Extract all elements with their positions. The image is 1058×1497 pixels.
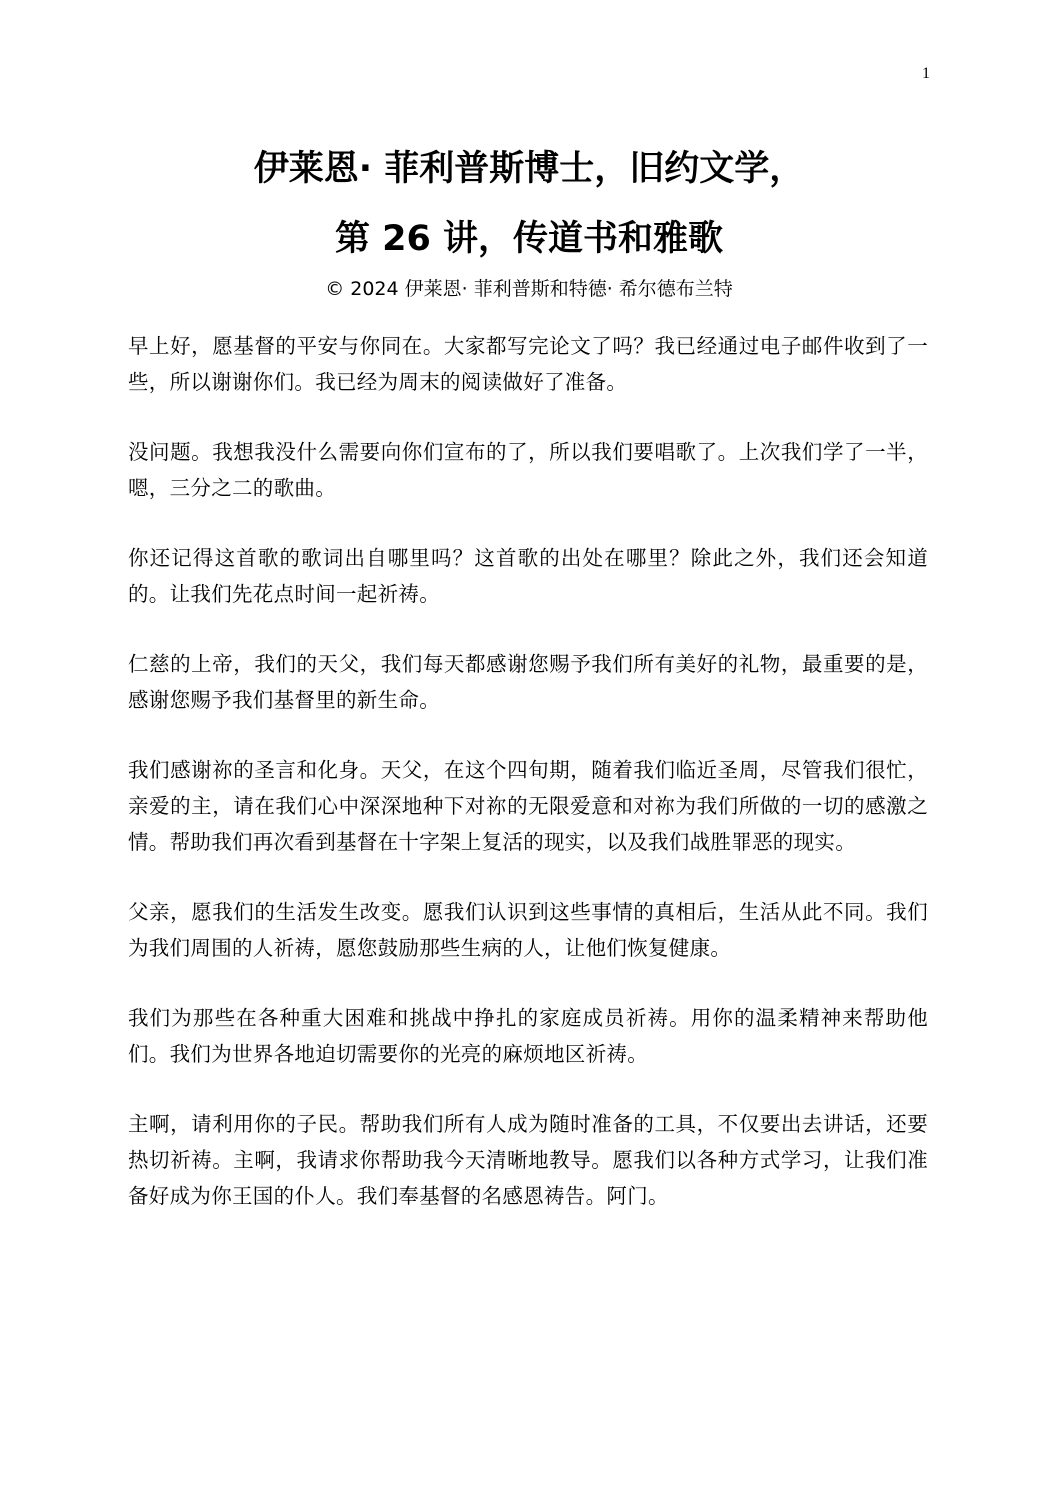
paragraph: 没问题。我想我没什么需要向你们宣布的了，所以我们要唱歌了。上次我们学了一半，嗯，三分之二的歌曲。 <box>128 440 928 500</box>
paragraph: 我们为那些在各种重大困难和挑战中挣扎的家庭成员祈祷。用你的温柔精神来帮助他们。我们为世界各地迫切需要你的光亮的麻烦地区祈祷。 <box>128 1006 928 1066</box>
title-block <box>128 140 930 304</box>
paragraph: 仁慈的上帝，我们的天父，我们每天都感谢您赐予我们所有美好的礼物，最重要的是，感谢您赐予我们基督里的新生命。 <box>128 652 928 712</box>
paragraph: 主啊，请利用你的子民。帮助我们所有人成为随时准备的工具，不仅要出去讲话，还要热切祈祷。主啊，我请求你帮助我今天清晰地教导。愿我们以各种方式学习，让我们准备好成为你王国的仆人。我们奉基督的名感恩祷告。阿门。 <box>128 1112 928 1208</box>
title-line-1: 伊莱恩· 菲利普斯博士，旧约文学， <box>253 149 805 189</box>
page-number: 1 <box>922 65 930 82</box>
paragraph: 你还记得这首歌的歌词出自哪里吗？这首歌的出处在哪里？除此之外，我们还会知道的。让我们先花点时间一起祈祷。 <box>128 546 928 606</box>
paragraph: 早上好，愿基督的平安与你同在。大家都写完论文了吗？我已经通过电子邮件收到了一些，所以谢谢你们。我已经为周末的阅读做好了准备。 <box>128 334 928 394</box>
paragraph: 我们感谢祢的圣言和化身。天父，在这个四旬期，随着我们临近圣周，尽管我们很忙，亲爱的主，请在我们心中深深地种下对祢的无限爱意和对祢为我们所做的一切的感激之情。帮助我们再次看到基督在十字架上复活的现实，以及我们战胜罪恶的现实。 <box>128 758 928 854</box>
copyright-notice: © 2024 伊莱恩· 菲利普斯和特德· 希尔德布兰特 <box>325 278 733 300</box>
document-body <box>128 328 928 1248</box>
paragraph: 父亲，愿我们的生活发生改变。愿我们认识到这些事情的真相后，生活从此不同。我们为我们周围的人祈祷，愿您鼓励那些生病的人，让他们恢复健康。 <box>128 900 928 960</box>
title-line-2: 第 26 讲，传道书和雅歌 <box>334 219 724 259</box>
